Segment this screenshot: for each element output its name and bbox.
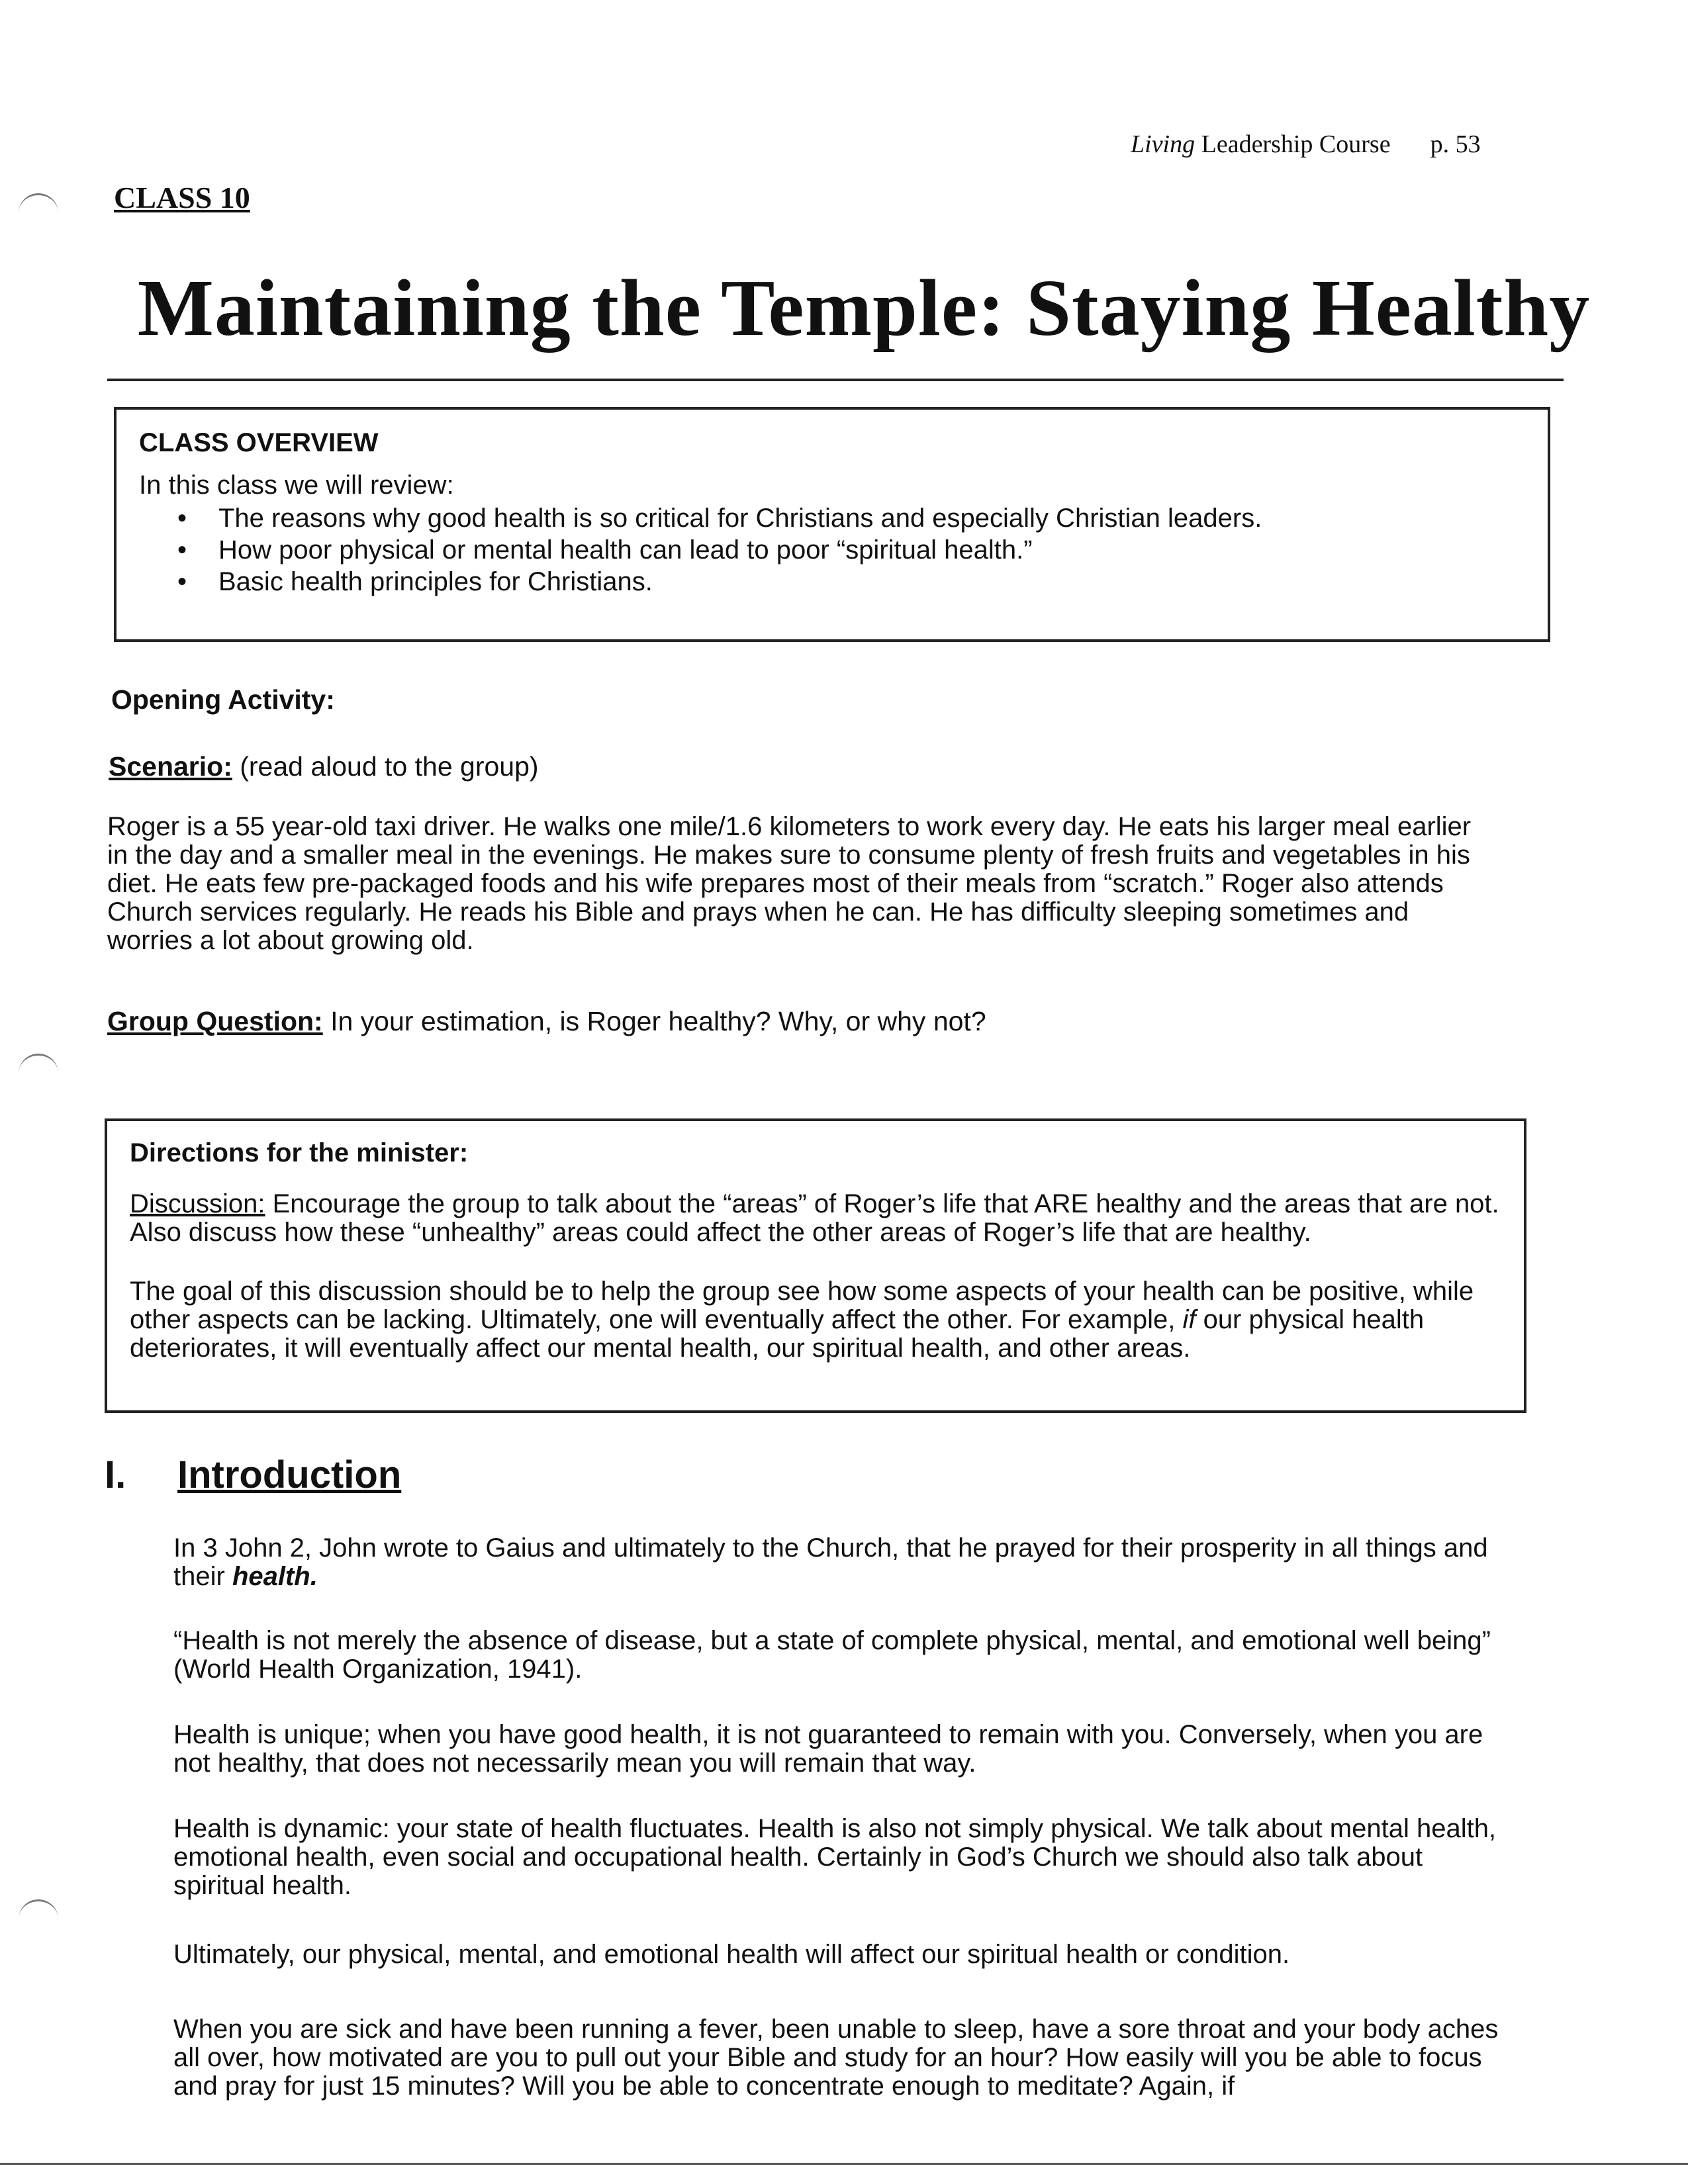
overview-list bbox=[139, 502, 1262, 598]
scenario-label: Scenario: bbox=[109, 751, 232, 782]
scenario-line bbox=[109, 751, 539, 782]
group-question-label: Group Question: bbox=[107, 1006, 323, 1036]
course-name: Leadership Course bbox=[1195, 130, 1391, 158]
intro-paragraph: In 3 John 2, John wrote to Gaius and ultimately to the Church, that he prayed for their prosperity in all things and their health. bbox=[173, 1533, 1488, 1591]
punch-hole-mark-bottom bbox=[19, 1899, 58, 1921]
group-question-text: In your estimation, is Roger healthy? Why, or why not? bbox=[322, 1006, 986, 1036]
running-header bbox=[1131, 130, 1481, 159]
health-emphasis: health. bbox=[232, 1562, 318, 1591]
section-number: I. bbox=[105, 1453, 126, 1496]
page-number: p. 53 bbox=[1430, 130, 1481, 158]
course-name-italic: Living bbox=[1131, 130, 1196, 158]
bullet-icon: • bbox=[177, 504, 187, 533]
punch-hole-mark-middle bbox=[19, 1054, 58, 1075]
directions-box bbox=[105, 1118, 1526, 1413]
discussion-label: Discussion: bbox=[130, 1189, 265, 1218]
directions-discussion bbox=[130, 1190, 1507, 1247]
title-divider bbox=[107, 379, 1564, 381]
intro-paragraph: Health is unique; when you have good health, it is not guaranteed to remain with you. Conversely, when you are not healthy, that does not necessarily mean you will remain that way. bbox=[173, 1720, 1483, 1778]
punch-hole-mark-top bbox=[19, 193, 58, 215]
group-question bbox=[107, 1006, 986, 1037]
intro-paragraph: “Health is not merely the absence of disease, but a state of complete physical, mental, and emotional well being” (World Health Organization, 1941). bbox=[173, 1626, 1491, 1684]
section-title: Introduction bbox=[177, 1453, 402, 1496]
page-bottom-edge bbox=[0, 2163, 1688, 2165]
overview-intro: In this class we will review: bbox=[139, 471, 454, 500]
page-title: Maintaining the Temple: Staying Healthy bbox=[137, 263, 1591, 353]
intro-paragraph: Ultimately, our physical, mental, and emotional health will affect our spiritual health or condition. bbox=[173, 1940, 1290, 1969]
overview-item: • How poor physical or mental health can lead to poor “spiritual health.” bbox=[177, 535, 1033, 565]
bullet-icon: • bbox=[177, 567, 187, 596]
class-overview-box bbox=[114, 407, 1550, 642]
scenario-note: (read aloud to the group) bbox=[232, 751, 539, 782]
scenario-text: Roger is a 55 year-old taxi driver. He walks one mile/1.6 kilometers to work every day. He eats his larger meal earlier in the day and a smaller meal in the evenings. He makes sure to consume plenty of fresh fruits and vegetables in his diet. He eats few pre-packaged foods and his wife prepares most of their meals from “scratch.” Roger also attends Church services regularly. He reads his Bible and prays when he can. He has difficulty sleeping sometimes and worries a lot about growing old. bbox=[107, 812, 1472, 955]
opening-activity-heading: Opening Activity: bbox=[111, 684, 335, 715]
overview-heading: CLASS OVERVIEW bbox=[139, 428, 379, 457]
goal-emphasis: if bbox=[1182, 1305, 1196, 1334]
overview-item: • The reasons why good health is so critical for Christians and especially Christian leaders. bbox=[177, 504, 1262, 533]
intro-paragraph: When you are sick and have been running a fever, been unable to sleep, have a sore throat and your body aches all over, how motivated are you to pull out your Bible and study for an hour? How easily will you be able to focus and pray for just 15 minutes? Will you be able to concentrate enough to meditate? Again, if bbox=[173, 2015, 1499, 2101]
bullet-icon: • bbox=[177, 535, 187, 565]
class-label: CLASS 10 bbox=[114, 181, 250, 214]
directions-goal: The goal of this discussion should be to help the group see how some aspects of your health can be positive, while other aspects can be lacking. Ultimately, one will eventually affect the other. For example, if our physical health deteriorates, it will eventually affect our mental health, our spiritual health, and other areas. bbox=[130, 1277, 1474, 1363]
discussion-text: Encourage the group to talk about the “areas” of Roger’s life that ARE healthy and the areas that are not. Also discuss how these “unhealthy” areas could affect the other areas of Roger’s life that are healthy. bbox=[130, 1189, 1499, 1247]
overview-item: • Basic health principles for Christians. bbox=[177, 567, 653, 596]
intro-paragraph: Health is dynamic: your state of health fluctuates. Health is also not simply physical. We talk about mental health, emotional health, even social and occupational health. Certainly in God’s Church we should also talk about spiritual health. bbox=[173, 1814, 1497, 1900]
directions-heading: Directions for the minister: bbox=[130, 1138, 469, 1167]
